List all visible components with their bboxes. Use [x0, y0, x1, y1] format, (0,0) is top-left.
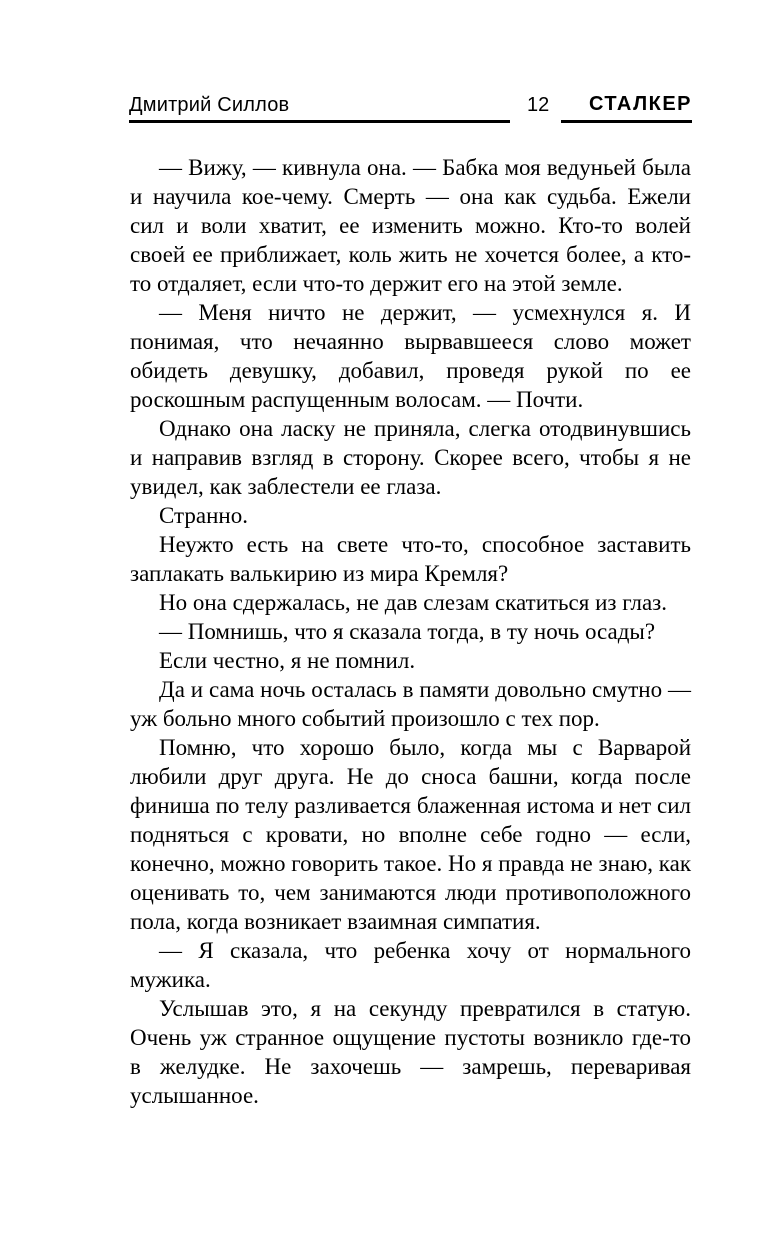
running-header — [129, 90, 692, 124]
paragraph: Однако она ласку не приняла, слегка отодвинувшись и направив взгляд в сторону. Скорее всего, чтобы я не увидел, как заблестели ее глаза. — [130, 416, 691, 499]
paragraph: Но она сдержалась, не дав слезам скатиться из глаз. — [159, 590, 668, 615]
paragraph: Если честно, я не помнил. — [159, 648, 416, 673]
body-text — [130, 153, 691, 1110]
paragraph: — Я сказала, что ребенка хочу от нормального мужика. — [130, 938, 691, 992]
header-rule-left — [129, 120, 510, 123]
paragraph: — Вижу, — кивнула она. — Бабка моя ведуньей была и научила кое-чему. Смерть — она как судьба. Ежели сил и воли хватит, ее изменить можно. Кто-то волей своей ее приближает, коль жить не хочется более, а кто-то отдаляет, если что-то держит его на этой земле. — [130, 155, 691, 296]
series-title: СТАЛКЕР — [588, 93, 692, 115]
author-name: Дмитрий Силлов — [129, 94, 290, 116]
header-rule-right — [561, 120, 692, 123]
page-number: 12 — [527, 94, 550, 116]
paragraph: — Меня ничто не держит, — усмехнулся я. И понимая, что нечаянно вырвавшееся слово может обидеть девушку, добавил, проведя рукой по ее роскошным распущенным волосам. — Почти. — [130, 300, 691, 412]
paragraph: Неужто есть на свете что-то, способное заставить заплакать валькирию из мира Кремля? — [130, 532, 691, 586]
paragraph: Странно. — [159, 503, 248, 528]
paragraph: Да и сама ночь осталась в памяти довольно смутно — уж больно много событий произошло с тех пор. — [130, 677, 691, 731]
paragraph: — Помнишь, что я сказала тогда, в ту ночь осады? — [159, 619, 656, 644]
paragraph: Услышав это, я на секунду превратился в статую. Очень уж странное ощущение пустоты возникло где-то в желудке. Не захочешь — замрешь, переваривая услышанное. — [130, 996, 691, 1108]
paragraph: Помню, что хорошо было, когда мы с Варварой любили друг друга. Не до сноса башни, когда после финиша по телу разливается блаженная истома и нет сил подняться с кровати, но вполне себе годно — если, конечно, можно говорить такое. Но я правда не знаю, как оценивать то, чем занимаются люди противоположного пола, когда возникает взаимная симпатия. — [130, 735, 691, 934]
